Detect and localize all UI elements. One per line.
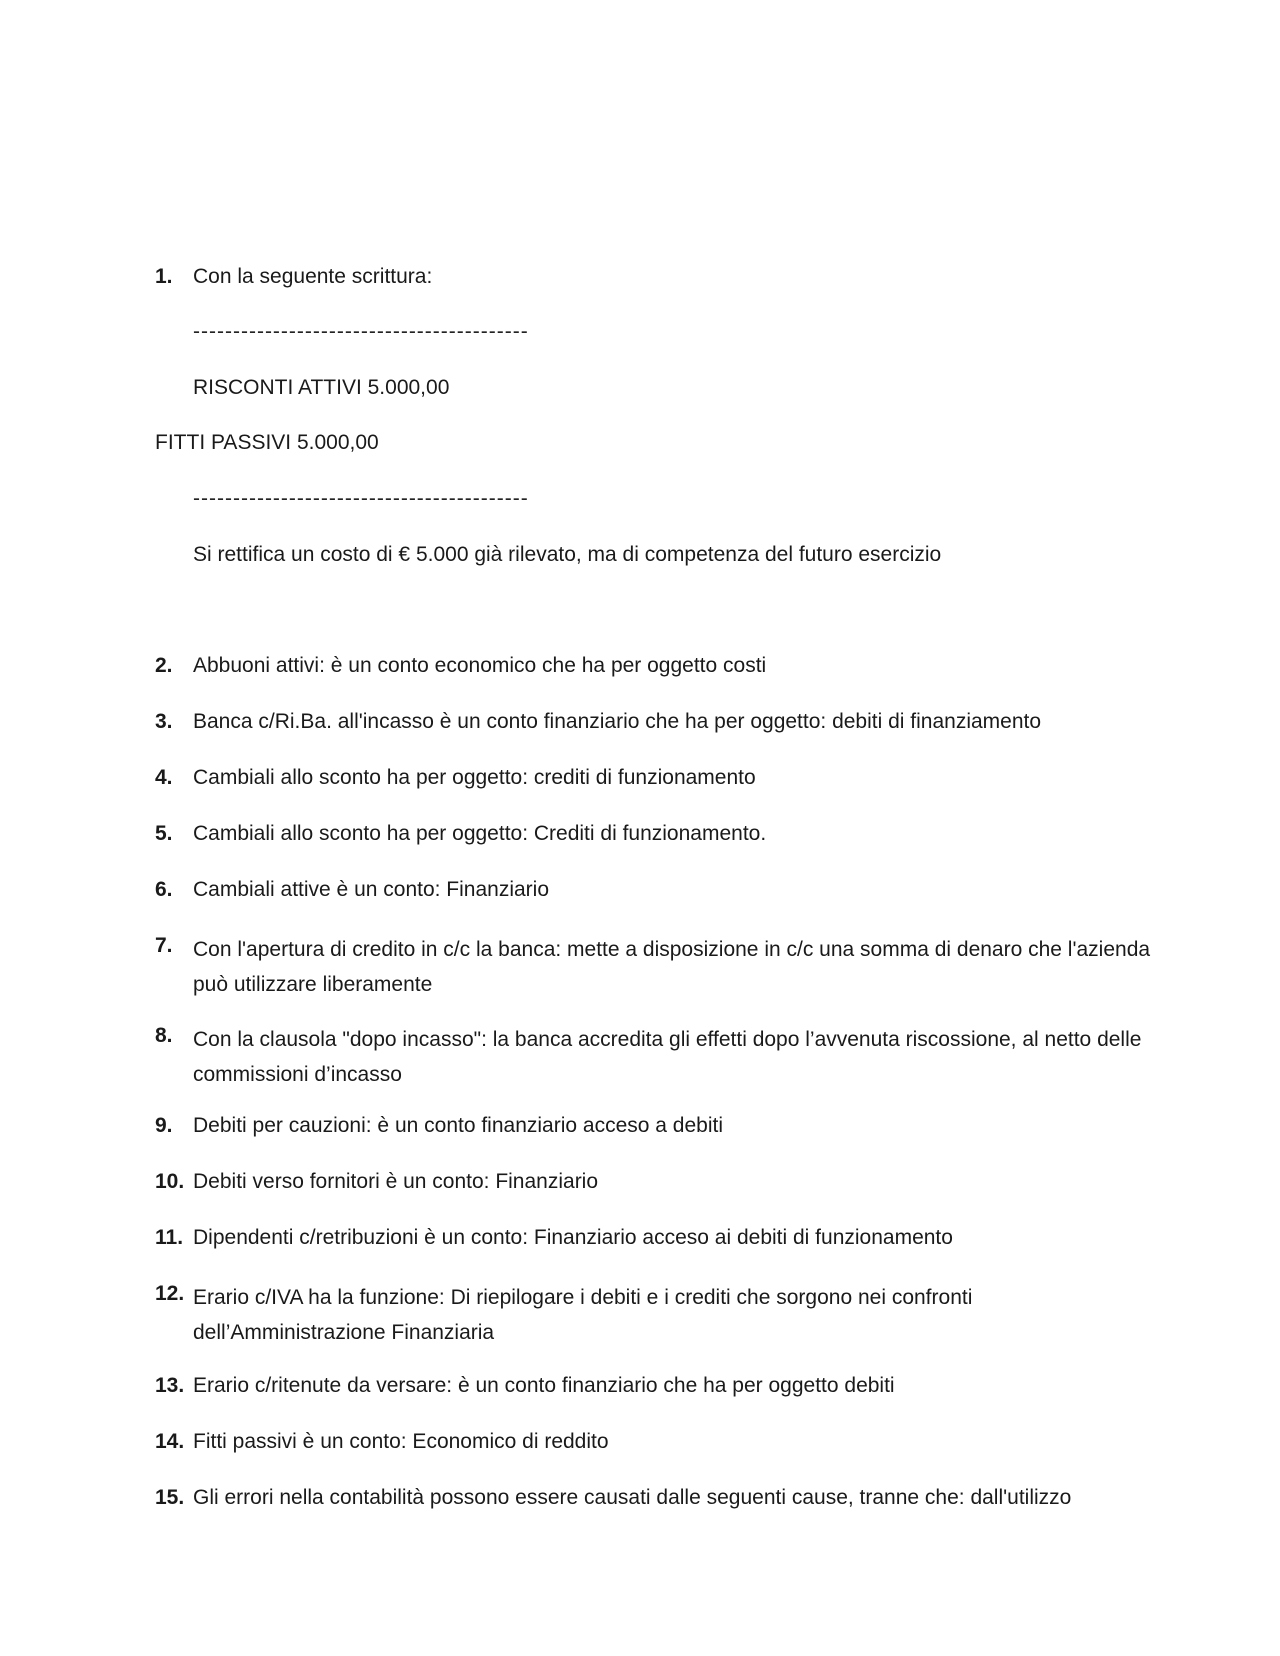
entry-answer-text: Si rettifica un costo di € 5.000 già rilevato, ma di competenza del futuro esercizio [193, 543, 942, 566]
item-number: 1. [155, 265, 173, 288]
entry-debit-text: RISCONTI ATTIVI 5.000,00 [193, 376, 450, 399]
item-number: 4. [155, 766, 173, 789]
item-text: Debiti per cauzioni: è un conto finanziario acceso a debiti [193, 1114, 723, 1137]
item-number: 11. [155, 1226, 184, 1249]
item-number: 6. [155, 878, 173, 901]
item-text: Abbuoni attivi: è un conto economico che ha per oggetto costi [193, 654, 767, 677]
separator-dashes: ------------------------------------------ [193, 487, 529, 510]
item-number: 15. [155, 1486, 185, 1509]
item-text: Dipendenti c/retribuzioni è un conto: Finanziario acceso ai debiti di funzionamento [193, 1226, 953, 1249]
entry-credit-text: FITTI PASSIVI 5.000,00 [155, 431, 379, 454]
item-number: 12. [155, 1282, 185, 1305]
item-text: Cambiali allo sconto ha per oggetto: crediti di funzionamento [193, 766, 756, 789]
item-text: Banca c/Ri.Ba. all'incasso è un conto finanziario che ha per oggetto: debiti di finanziamento [193, 710, 1042, 733]
item-text: Debiti verso fornitori è un conto: Finanziario [193, 1170, 599, 1193]
item-text: Cambiali attive è un conto: Finanziario [193, 878, 550, 901]
item-number: 3. [155, 710, 173, 733]
item-number: 14. [155, 1430, 185, 1453]
item-text: Erario c/ritenute da versare: è un conto finanziario che ha per oggetto debiti [193, 1374, 895, 1397]
item-text: Erario c/IVA ha la funzione: Di riepilogare i debiti e i crediti che sorgono nei confronti dell’Amministrazione Finanziaria [193, 1286, 973, 1344]
item-number: 5. [155, 822, 173, 845]
item-text: Con la seguente scrittura: [193, 265, 433, 288]
item-text: Fitti passivi è un conto: Economico di reddito [193, 1430, 609, 1453]
item-text: Con la clausola "dopo incasso": la banca accredita gli effetti dopo l’avvenuta riscossione, al netto delle commissioni d’incasso [193, 1028, 1142, 1086]
item-number: 2. [155, 654, 173, 677]
item-number: 9. [155, 1114, 173, 1137]
item-number: 7. [155, 934, 173, 957]
item-number: 13. [155, 1374, 185, 1397]
item-text: Con l'apertura di credito in c/c la banca: mette a disposizione in c/c una somma di denaro che l'azienda può utilizzare liberamente [193, 938, 1151, 996]
item-text: Cambiali allo sconto ha per oggetto: Crediti di funzionamento. [193, 822, 767, 845]
item-text: Gli errori nella contabilità possono essere causati dalle seguenti cause, tranne che: dall'utilizzo [193, 1486, 1072, 1509]
item-number: 8. [155, 1024, 173, 1047]
separator-dashes: ------------------------------------------ [193, 320, 529, 343]
item-number: 10. [155, 1170, 185, 1193]
